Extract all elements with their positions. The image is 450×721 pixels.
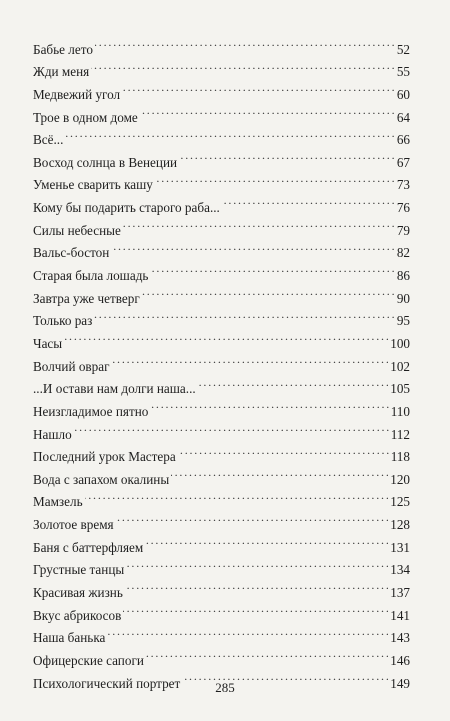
- toc-entry-title: Золотое время: [33, 517, 114, 533]
- dot-leader: [95, 31, 394, 54]
- toc-entry-title: Уменье сварить кашу: [33, 177, 153, 193]
- toc-entry-page: 110: [390, 403, 410, 419]
- dot-leader: [125, 574, 388, 597]
- dot-leader: [140, 99, 394, 122]
- dot-leader: [111, 235, 394, 258]
- table-of-contents: [33, 31, 410, 691]
- toc-entry-page: 100: [390, 335, 410, 351]
- toc-entry-title: Вальс-бостон: [33, 245, 110, 261]
- toc-entry-title: Вкус абрикосов: [33, 607, 122, 623]
- toc-entry-page: 66: [396, 132, 410, 148]
- toc-entry-title: Часы: [33, 335, 63, 351]
- dot-leader: [122, 76, 394, 99]
- toc-entry-page: 67: [396, 154, 410, 170]
- dot-leader: [179, 144, 394, 167]
- dot-leader: [178, 439, 389, 462]
- toc-entry-page: 79: [396, 222, 410, 238]
- dot-leader: [74, 416, 389, 439]
- toc-entry-title: Бабье лето: [33, 41, 93, 57]
- toc-entry-title: Нашло: [33, 426, 72, 442]
- toc-entry: [33, 325, 410, 351]
- toc-entry-page: 102: [390, 358, 410, 374]
- toc-entry-page: 118: [390, 449, 410, 465]
- toc-entry-page: 120: [390, 471, 410, 487]
- dot-leader: [94, 303, 394, 326]
- toc-entry-title: Медвежий угол: [33, 86, 121, 102]
- toc-entry-page: 105: [390, 381, 410, 397]
- page-number: 285: [215, 680, 235, 695]
- dot-leader: [91, 54, 394, 77]
- toc-entry-title: Вода с запахом окалины: [33, 471, 170, 487]
- toc-entry: [33, 122, 410, 148]
- toc-entry-page: 52: [396, 41, 410, 57]
- toc-entry-title: ...И остави нам долги наша...: [33, 381, 196, 397]
- toc-entry-title: Волчий овраг: [33, 358, 110, 374]
- toc-entry-page: 149: [390, 675, 410, 691]
- toc-entry-title: Грустные танцы: [33, 562, 125, 578]
- toc-entry: [33, 416, 410, 442]
- toc-entry: [33, 484, 410, 510]
- toc-entry-page: 76: [396, 200, 410, 216]
- toc-entry: [33, 348, 410, 374]
- toc-entry-page: 73: [396, 177, 410, 193]
- toc-entry-page: 60: [396, 86, 410, 102]
- toc-entry-page: 141: [390, 607, 410, 623]
- toc-entry-page: 134: [390, 562, 410, 578]
- toc-entry-page: 131: [390, 539, 410, 555]
- dot-leader: [150, 257, 394, 280]
- dot-leader: [107, 620, 388, 643]
- dot-leader: [142, 280, 394, 303]
- dot-leader: [65, 122, 394, 145]
- toc-entry-page: 125: [390, 494, 410, 510]
- toc-entry-page: 90: [396, 290, 410, 306]
- toc-entry-page: 146: [390, 652, 410, 668]
- toc-entry-title: Трое в одном доме: [33, 109, 138, 125]
- dot-leader: [126, 552, 388, 575]
- toc-entry-page: 112: [390, 426, 410, 442]
- dot-leader: [85, 484, 389, 507]
- toc-entry-title: Только раз: [33, 313, 93, 329]
- toc-entry-page: 143: [390, 630, 410, 646]
- toc-entry-title: Всё...: [33, 132, 64, 148]
- dot-leader: [145, 529, 388, 552]
- toc-entry-title: Мамзель: [33, 494, 83, 510]
- toc-entry-title: Силы небесные: [33, 222, 121, 238]
- toc-entry-page: 128: [390, 517, 410, 533]
- toc-entry-page: 95: [396, 313, 410, 329]
- toc-entry-title: Наша банька: [33, 630, 106, 646]
- toc-entry-page: 82: [396, 245, 410, 261]
- toc-entry: [33, 439, 410, 465]
- toc-entry-page: 55: [396, 64, 410, 80]
- toc-entry-title: Психологический портрет: [33, 675, 181, 691]
- toc-entry-title: Старая была лошадь: [33, 268, 149, 284]
- dot-leader: [116, 506, 389, 529]
- dot-leader: [123, 212, 394, 235]
- toc-entry: [33, 506, 410, 533]
- toc-entry-title: Завтра уже четверг: [33, 290, 140, 306]
- toc-entry-title: Восход солнца в Венеции: [33, 154, 178, 170]
- dot-leader: [171, 461, 388, 484]
- toc-entry-title: Жди меня: [33, 64, 90, 80]
- toc-entry-title: Баня с баттерфляем: [33, 539, 144, 555]
- dot-leader: [150, 393, 388, 416]
- toc-entry-title: Последний урок Мастера: [33, 449, 176, 465]
- toc-entry-page: 64: [396, 109, 410, 125]
- toc-entry-page: 137: [390, 585, 410, 601]
- dot-leader: [64, 325, 388, 348]
- toc-entry-page: 86: [396, 268, 410, 284]
- toc-entry-title: Кому бы подарить старого раба...: [33, 200, 220, 216]
- toc-entry-title: Неизгладимое пятно: [33, 403, 149, 419]
- toc-entry-title: Красивая жизнь: [33, 585, 123, 601]
- toc-entry: [33, 144, 410, 170]
- dot-leader: [146, 642, 388, 665]
- dot-leader: [112, 348, 389, 371]
- dot-leader: [123, 597, 388, 620]
- dot-leader: [198, 371, 389, 394]
- toc-entry-title: Офицерские сапоги: [33, 652, 144, 668]
- dot-leader: [222, 189, 394, 212]
- toc-entry: [33, 31, 410, 57]
- dot-leader: [155, 167, 394, 190]
